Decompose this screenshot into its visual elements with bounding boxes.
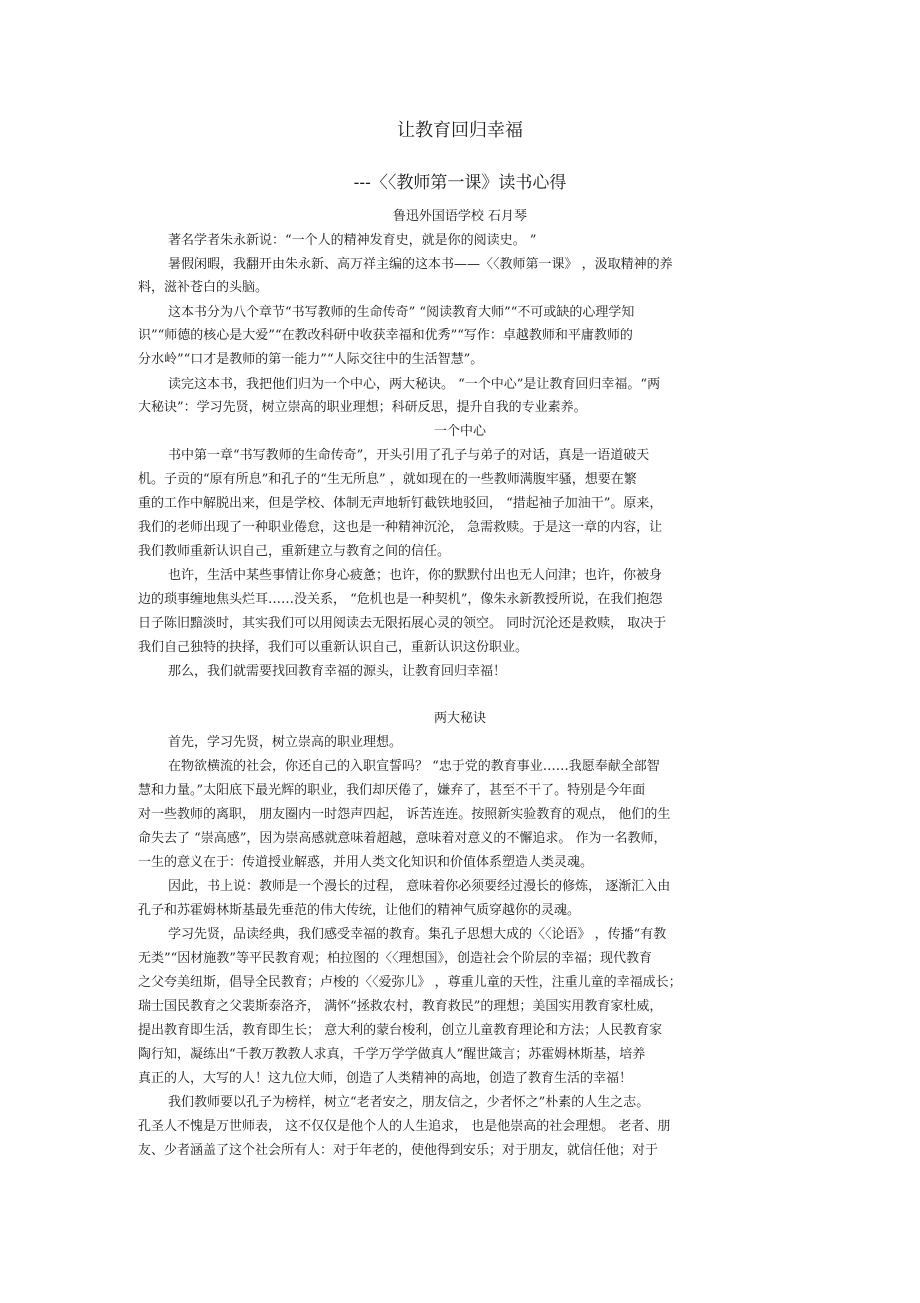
paragraph-line: 一生的意义在于：传道授业解惑，并用人类文化知识和价值体系塑造人类灵魂。 (138, 855, 594, 870)
document-title: 让教育回归幸福 (397, 120, 523, 141)
paragraph-line: 边的琐事缠地焦头烂耳……没关系， “危机也是一种契机”，像朱永新教授所说，在我们抱怨 (138, 592, 663, 607)
paragraph-line: 读完这本书，我把他们归为一个中心，两大秘诀。 “一个中心”是让教育回归幸福。“两 (168, 377, 661, 392)
paragraph-line: 在物欲横流的社会，你还自己的入职宣誓吗？ “忠于党的教育事业……我愿奉献全部智 (168, 759, 660, 774)
paragraph-line: 陶行知，凝练出“千教万教教人求真，千学万学学做真人”醒世箴言；苏霍姆林斯基，培养 (138, 1047, 646, 1062)
paragraph-line: 慧和力量。”太阳底下最光辉的职业，我们却厌倦了，嫌弃了，甚至不干了。特别是今年面 (138, 783, 646, 798)
paragraph-line: 命失去了 “崇高感”，因为崇高感就意味着超越，意味着对意义的不懈追求。 作为一名教师， (138, 831, 667, 846)
paragraph-line: 著名学者朱永新说：“一个人的精神发育史，就是你的阅读史。 ” (168, 233, 537, 248)
paragraph-line: 无类”“因材施教”等平民教育观；柏拉图的〈〈理想国》，创造社会个阶层的幸福；现代教育 (138, 951, 652, 966)
paragraph-line: 之父夸美纽斯，倡导全民教育；卢梭的〈〈爱弥儿》 ，尊重儿童的天性，注重儿童的幸福成长； (138, 975, 682, 990)
paragraph-line: 我们教师重新认识自己，重新建立与教育之间的信任。 (138, 544, 451, 559)
paragraph-line: 大秘诀”：学习先贤，树立崇高的职业理想；科研反思，提升自我的专业素养。 (138, 400, 587, 415)
paragraph-line: 也许，生活中某些事情让你身心疲惫；也许，你的默默付出也无人问津；也许，你被身 (168, 568, 663, 583)
author-byline: 鲁迅外国语学校 石月琴 (392, 209, 528, 224)
paragraph-line: 瑞士国民教育之父裴斯泰洛齐， 满怀“拯救农村，教育救民”的理想；美国实用教育家杜威， (138, 999, 663, 1014)
paragraph-line: 这本书分为八个章节“书写教师的生命传奇” “阅读教育大师”“不可或缺的心理学知 (168, 305, 635, 320)
section-heading-one-center: 一个中心 (433, 424, 486, 439)
paragraph-line: 孔子和苏霍姆林斯基最先垂范的伟大传统，让他们的精神气质穿越你的灵魂。 (138, 903, 581, 918)
paragraph-line: 我们的老师出现了一种职业倦怠，这也是一种精神沉沦， 急需救赎。于是这一章的内容，让 (138, 520, 663, 535)
paragraph-line: 我们教师要以孔子为榜样，树立“老者安之，朋友信之，少者怀之”朴素的人生之志。 (168, 1095, 650, 1110)
paragraph-line: 因此，书上说：教师是一个漫长的过程， 意味着你必须要经过漫长的修炼， 逐渐汇入由 (168, 879, 671, 894)
paragraph-line: 料，滋补苍白的头脑。 (138, 280, 269, 295)
paragraph-line: 机。子贡的“原有所息”和孔子的“生无所息” ，就如现在的一些教师满腹牢骚，想要在繁 (138, 472, 637, 487)
paragraph-line: 重的工作中解脱出来，但是学校、体制无声地斩钉截铁地驳回， “措起袖子加油干”。原来， (138, 496, 663, 511)
paragraph-line: 日子陈旧黯淡时，其实我们可以用阅读去无限拓展心灵的领空。 同时沉沦还是救赎， 取决于 (138, 616, 667, 631)
paragraph-line: 书中第一章“书写教师的生命传奇”，开头引用了孔子与弟子的对话，真是一语道破天 (168, 448, 650, 463)
paragraph-line: 我们自己独特的抉择，我们可以重新认识自己，重新认识这份职业。 (138, 640, 529, 655)
paragraph-line: 真正的人，大写的人！这九位大师，创造了人类精神的高地，创造了教育生活的幸福！ (138, 1071, 633, 1086)
paragraph-line: 对一些教师的离职， 朋友圈内一时怨声四起， 诉苦连连。按照新实验教育的观点， 他们的生 (138, 807, 671, 822)
section-heading-two-secrets: 两大秘诀 (433, 711, 486, 726)
paragraph-line: 提出教育即生活，教育即生长； 意大利的蒙台梭利，创立儿童教育理论和方法；人民教育家 (138, 1023, 663, 1038)
document-subtitle: ---〈〈教师第一课》读书心得 (353, 173, 567, 193)
paragraph-line: 暑假闲暇，我翻开由朱永新、高万祥主编的这本书——〈〈教师第一课》 ，汲取精神的养 (168, 257, 673, 272)
paragraph-line: 友、少者涵盖了这个社会所有人：对于年老的，使他得到安乐；对于朋友，就信任他；对于 (138, 1143, 659, 1158)
paragraph-line: 学习先贤，品读经典，我们感受幸福的教育。集孔子思想大成的〈〈论语》 ，传播“有教 (168, 927, 667, 942)
paragraph-line: 首先，学习先贤，树立崇高的职业理想。 (168, 735, 403, 750)
paragraph-line: 分水岭”“口才是教师的第一能力”“人际交往中的生活智慧”。 (138, 352, 484, 367)
paragraph-line: 识”“师德的核心是大爱”“在教改科研中收获幸福和优秀”“写作：卓越教师和平庸教师的 (138, 328, 633, 343)
paragraph-line: 孔圣人不愧是万世师表， 这不仅仅是他个人的人生追求， 也是他崇高的社会理想。 老者、朋 (138, 1119, 671, 1134)
paragraph-line: 那么，我们就需要找回教育幸福的源头，让教育回归幸福！ (168, 664, 507, 679)
